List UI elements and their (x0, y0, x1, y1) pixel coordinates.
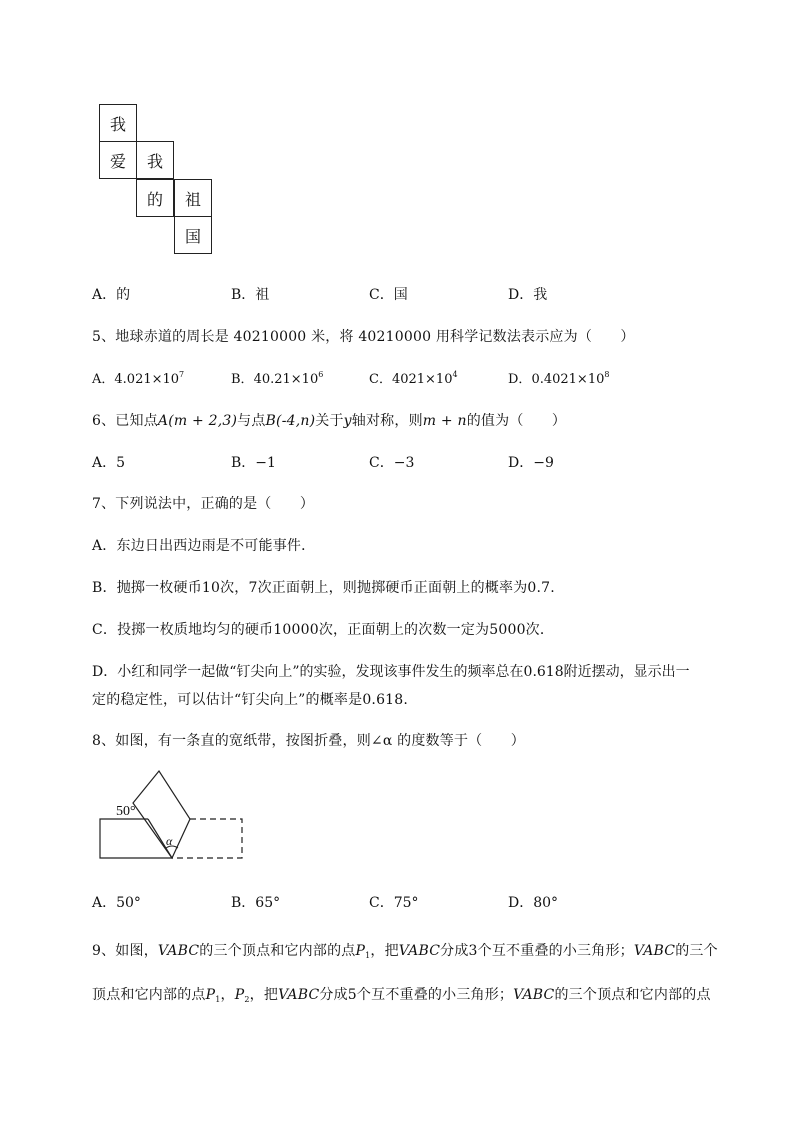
folded-strip-figure (92, 764, 252, 868)
net-cell-2: 爱 (99, 141, 137, 179)
q8-option-d[interactable]: D．80° (508, 895, 559, 911)
net-cell-5: 祖 (174, 179, 212, 217)
angle-50-label: 50° (116, 804, 136, 819)
q5-option-d[interactable]: D．$0.4021\times 10^8$ (508, 370, 610, 387)
q5-stem: 5、地球赤道的周长是 40210000 米，将 40210000 用科学记数法表示应为（ ） (92, 329, 635, 345)
point-b: B(-4,n) (265, 413, 316, 429)
q7-stem: 7、下列说法中，正确的是（ ） (92, 496, 315, 512)
q6-option-c[interactable]: C．−3 (369, 455, 415, 471)
q8-option-c[interactable]: C．75° (369, 895, 419, 911)
q6-option-b[interactable]: B．−1 (231, 455, 276, 471)
q4-option-d[interactable]: D．我 (508, 287, 548, 303)
q9-line1: 9、如图，VABC的三个顶点和它内部的点$P_1$，把VABC分成3个互不重叠的小三角形；VABC的三个 (92, 943, 718, 960)
net-cell-6: 国 (174, 216, 212, 254)
alpha-label: α (166, 834, 173, 848)
net-cell-1: 我 (99, 104, 137, 142)
q4-option-c[interactable]: C．国 (369, 287, 408, 303)
q5-option-b[interactable]: B．$40.21\times 10^6$ (231, 370, 324, 387)
q7-option-b[interactable]: B．抛掷一枚硬币10次，7次正面朝上，则抛掷硬币正面朝上的概率为0.7. (92, 580, 555, 596)
q8-option-a[interactable]: A．50° (92, 895, 141, 911)
q5-option-a[interactable]: A．$4.021\times 10^7$ (92, 370, 185, 387)
q8-option-b[interactable]: B．65° (231, 895, 281, 911)
point-a: A(m + 2,3) (157, 413, 238, 429)
q5-option-c[interactable]: C．$4021\times 10^4$ (369, 370, 458, 387)
q7-option-a[interactable]: A．东边日出西边雨是不可能事件． (92, 538, 316, 554)
q7-option-c[interactable]: C．投掷一枚质地均匀的硬币10000次，正面朝上的次数一定为5000次． (92, 622, 555, 638)
q9-line2: 顶点和它内部的点$P_1$，$P_2$，把VABC分成5个互不重叠的小三角形；VABC的三个顶点和它内部的点 (92, 987, 711, 1004)
net-cell-4: 的 (136, 179, 174, 217)
q7-option-d-line2[interactable]: 定的稳定性，可以估计“钉尖向上”的概率是0.618. (92, 692, 409, 708)
net-cell-3: 我 (136, 141, 174, 179)
q7-option-d-line1[interactable]: D．小红和同学一起做“钉尖向上”的实验，发现该事件发生的频率总在0.618附近摆动，显示出一 (92, 664, 690, 680)
q6-option-d[interactable]: D．−9 (508, 455, 554, 471)
q6-option-a[interactable]: A．5 (92, 455, 126, 471)
q4-option-a[interactable]: A．的 (92, 287, 131, 303)
q8-stem: 8、如图，有一条直的宽纸带，按图折叠，则∠α 的度数等于（ ） (92, 733, 525, 749)
q4-option-b[interactable]: B．祖 (231, 287, 270, 303)
q6-stem: 6、已知点A(m + 2,3)与点B(-4,n)关于y轴对称，则m + n的值为（ ） (92, 413, 567, 429)
